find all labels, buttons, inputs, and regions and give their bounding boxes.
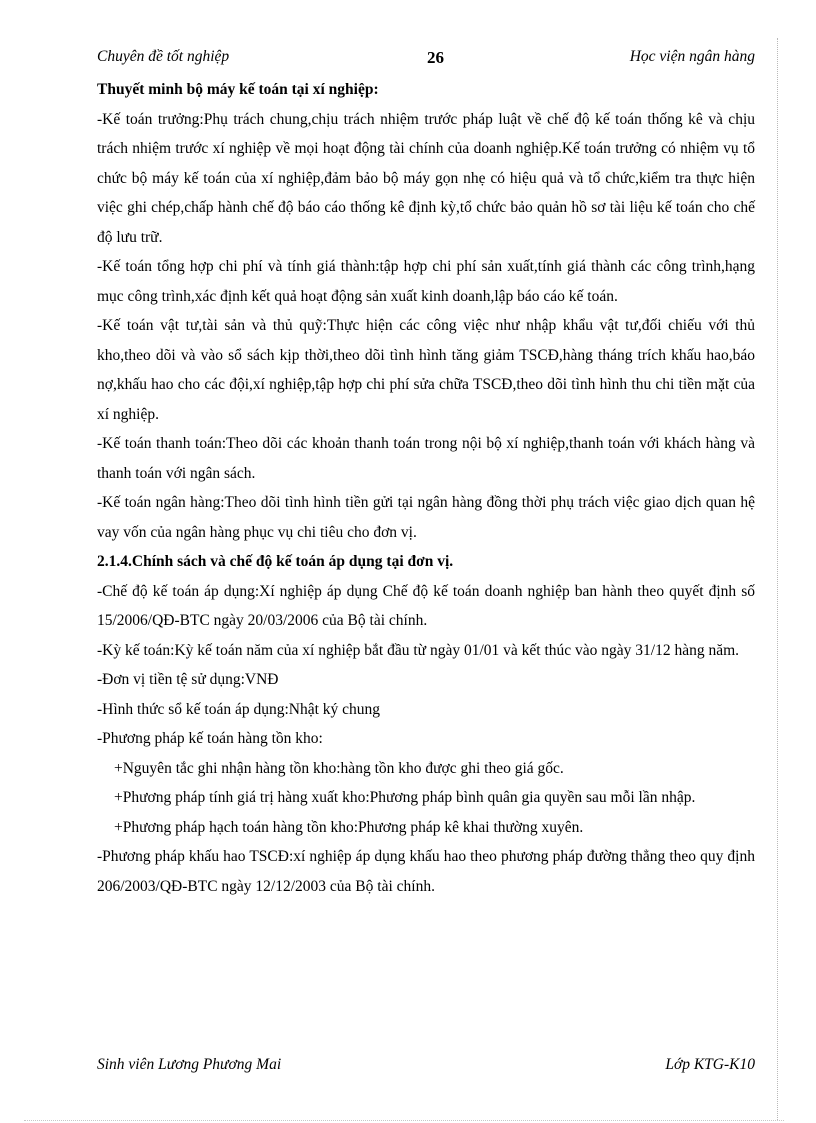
page-header	[97, 48, 755, 70]
paragraph-chief-accountant: -Kế toán trưởng:Phụ trách chung,chịu trách nhiệm trước pháp luật về chế độ kế toán thống kê và chịu trách nhiệm trước xí nghiệp về mọi hoạt động tài chính của doanh nghiệp.Kế toán trưởng có nhiệm vụ tổ chức bộ máy kế toán của xí nghiệp,đảm bảo bộ máy gọn nhẹ có hiệu quả và tổ chức,kiểm tra thực hiện việc ghi chép,chấp hành chế độ báo cáo thống kê định kỳ,tổ chức bảo quản hồ sơ tài liệu kế toán cho chế độ lưu trữ.	[97, 110, 755, 246]
page-bottom-edge	[24, 1120, 784, 1121]
list-item-inventory-recognition: +Nguyên tắc ghi nhận hàng tồn kho:hàng tồn kho được ghi theo giá gốc.	[114, 759, 564, 777]
paragraph-bank-accountant: -Kế toán ngân hàng:Theo dõi tình hình tiền gửi tại ngân hàng đồng thời phụ trách việc giao dịch quan hệ vay vốn của ngân hàng phục vụ chi tiêu cho đơn vị.	[97, 494, 755, 541]
list-item-inventory-accounting: +Phương pháp hạch toán hàng tồn kho:Phương pháp kê khai thường xuyên.	[114, 818, 584, 836]
footer-class: Lớp KTG-K10	[665, 1056, 755, 1073]
paragraph-depreciation-method: -Phương pháp khấu hao TSCĐ:xí nghiệp áp dụng khấu hao theo phương pháp đường thẳng theo quy định 206/2003/QĐ-BTC ngày 12/12/2003 của Bộ tài chính.	[97, 848, 755, 895]
list-item-inventory-valuation: +Phương pháp tính giá trị hàng xuất kho:Phương pháp bình quân gia quyền sau mỗi lần nhập.	[114, 789, 696, 806]
header-institution: Học viện ngân hàng	[629, 48, 755, 65]
page-body	[97, 75, 755, 901]
paragraph-accounting-period: -Kỳ kế toán:Kỳ kế toán năm của xí nghiệp bắt đầu từ ngày 01/01 và kết thúc vào ngày 31/12 hàng năm.	[97, 641, 740, 659]
paragraph-bookkeeping-form: -Hình thức sổ kế toán áp dụng:Nhật ký chung	[97, 700, 381, 718]
paragraph-materials-accountant: -Kế toán vật tư,tài sản và thủ quỹ:Thực hiện các công việc như nhập khẩu vật tư,đối chiếu với thủ kho,theo dõi và vào sổ sách kịp thời,theo dõi tình hình tăng giảm TSCĐ,hàng tháng trích khấu hao,báo nợ,khấu hao cho các đội,xí nghiệp,tập hợp chi phí sửa chữa TSCĐ,theo dõi tình hình thu chi tiền mặt của xí nghiệp.	[97, 317, 755, 423]
section-heading-accounting-staff: Thuyết minh bộ máy kế toán tại xí nghiệp:	[97, 81, 379, 98]
paragraph-currency: -Đơn vị tiền tệ sử dụng:VNĐ	[97, 671, 279, 688]
section-heading-policies: 2.1.4.Chính sách và chế độ kế toán áp dụng tại đơn vị.	[97, 553, 454, 570]
header-document-type: Chuyên đề tốt nghiệp	[97, 48, 230, 65]
footer-student-name: Sinh viên Lương Phương Mai	[97, 1056, 282, 1073]
paragraph-cost-accountant: -Kế toán tổng hợp chi phí và tính giá thành:tập hợp chi phí sản xuất,tính giá thành các công trình,hạng mục công trình,xác định kết quả hoạt động sản xuất kinh doanh,lập báo cáo kế toán.	[97, 258, 755, 305]
page-number: 26	[427, 48, 444, 67]
page-margin-line	[777, 38, 778, 1120]
paragraph-payment-accountant: -Kế toán thanh toán:Theo dõi các khoản thanh toán trong nội bộ xí nghiệp,thanh toán với khách hàng và thanh toán với ngân sách.	[97, 435, 755, 482]
paragraph-accounting-regime: -Chế độ kế toán áp dụng:Xí nghiệp áp dụng Chế độ kế toán doanh nghiệp ban hành theo quyết định số 15/2006/QĐ-BTC ngày 20/03/2006 của Bộ tài chính.	[97, 582, 755, 629]
page-footer	[97, 1056, 755, 1078]
paragraph-inventory-method: -Phương pháp kế toán hàng tồn kho:	[97, 730, 323, 747]
